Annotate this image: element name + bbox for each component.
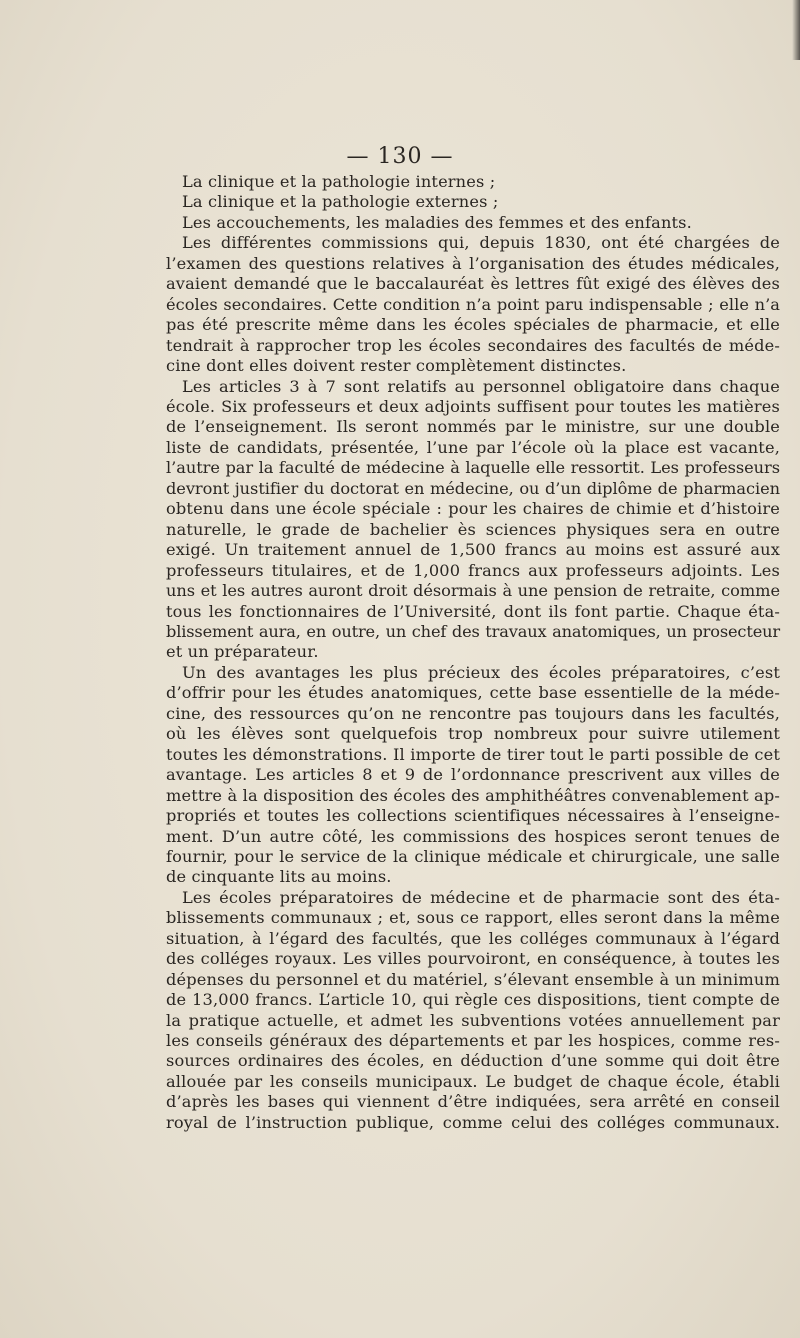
text-line: sources ordinaires des écoles, en déduction d’une somme qui doit être xyxy=(166,1051,780,1071)
text-line: Un des avantages les plus précieux des écoles préparatoires, c’est xyxy=(182,662,780,682)
text-line: l’examen des questions relatives à l’organisation des études médicales, xyxy=(166,253,780,273)
text-line: mettre à la disposition des écoles des amphithéâtres convenablement ap- xyxy=(166,785,780,805)
page-number: — 130 — xyxy=(346,144,454,169)
text-line: d’après les bases qui viennent d’être indiquées, sera arrêté en conseil xyxy=(166,1092,780,1112)
text-line: cine, des ressources qu’on ne rencontre pas toujours dans les facultés, xyxy=(166,703,780,723)
text-line: uns et les autres auront droit désormais à une pension de retraite, comme xyxy=(166,581,780,601)
text-line: tendrait à rapprocher trop les écoles secondaires des facultés de méde- xyxy=(166,335,780,355)
text-line: cine dont elles doivent rester complètement distinctes. xyxy=(166,356,627,376)
text-line: toutes les démonstrations. Il importe de tirer tout le parti possible de cet xyxy=(166,744,780,764)
text-line: ment. D’un autre côté, les commissions des hospices seront tenues de xyxy=(166,826,780,846)
text-line: de 13,000 francs. L’article 10, qui règle ces dispositions, tient compte de xyxy=(166,990,780,1010)
text-line: la pratique actuelle, et admet les subventions votées annuellement par xyxy=(166,1010,780,1030)
text-line: royal de l’instruction publique, comme celui des colléges communaux. xyxy=(166,1112,780,1132)
text-line: pas été prescrite même dans les écoles spéciales de pharmacie, et elle xyxy=(166,315,780,335)
text-line: situation, à l’égard des facultés, que les colléges communaux à l’égard xyxy=(166,928,780,948)
text-line: Les articles 3 à 7 sont relatifs au personnel obligatoire dans chaque xyxy=(182,376,780,396)
text-line: exigé. Un traitement annuel de 1,500 francs au moins est assuré aux xyxy=(166,540,780,560)
text-line: fournir, pour le service de la clinique médicale et chirurgicale, une salle xyxy=(166,846,780,866)
text-line: les conseils généraux des départements et par les hospices, comme res- xyxy=(166,1031,780,1051)
text-line: Les différentes commissions qui, depuis 1830, ont été chargées de xyxy=(182,233,780,253)
text-line: dépenses du personnel et du matériel, s’élevant ensemble à un minimum xyxy=(166,969,780,989)
text-line: tous les fonctionnaires de l’Université, dont ils font partie. Chaque éta- xyxy=(166,601,780,621)
text-line: de cinquante lits au moins. xyxy=(166,867,392,887)
page-edge-shadow xyxy=(792,0,800,60)
text-line: Les accouchements, les maladies des femmes et des enfants. xyxy=(182,212,692,232)
text-line: devront justifier du doctorat en médecine, ou d’un diplôme de pharmacien xyxy=(166,478,780,498)
text-line: liste de candidats, présentée, l’une par l’école où la place est vacante, xyxy=(166,437,780,457)
text-line: d’offrir pour les études anatomiques, cette base essentielle de la méde- xyxy=(166,683,780,703)
text-line: Les écoles préparatoires de médecine et de pharmacie sont des éta- xyxy=(182,887,780,907)
text-line: professeurs titulaires, et de 1,000 francs aux professeurs adjoints. Les xyxy=(166,560,780,580)
text-line: où les élèves sont quelquefois trop nombreux pour suivre utilement xyxy=(166,724,780,744)
body-text xyxy=(166,172,780,1133)
text-line: l’autre par la faculté de médecine à laquelle elle ressortit. Les professeurs xyxy=(166,458,780,478)
text-line: des colléges royaux. Les villes pourvoiront, en conséquence, à toutes les xyxy=(166,949,780,969)
text-line: de l’enseignement. Ils seront nommés par le ministre, sur une double xyxy=(166,417,780,437)
text-line: propriés et toutes les collections scientifiques nécessaires à l’enseigne- xyxy=(166,806,780,826)
text-line: naturelle, le grade de bachelier ès sciences physiques sera en outre xyxy=(166,519,780,539)
text-line: allouée par les conseils municipaux. Le budget de chaque école, établi xyxy=(166,1071,780,1091)
text-line: La clinique et la pathologie internes ; xyxy=(182,172,496,191)
text-line: obtenu dans une école spéciale : pour les chaires de chimie et d’histoire xyxy=(166,499,780,519)
text-line: blissement aura, en outre, un chef des travaux anatomiques, un prosecteur xyxy=(166,621,780,641)
text-line: et un préparateur. xyxy=(166,642,319,662)
text-line: école. Six professeurs et deux adjoints suffisent pour toutes les matières xyxy=(166,396,780,416)
text-line: La clinique et la pathologie externes ; xyxy=(182,192,499,212)
text-line: écoles secondaires. Cette condition n’a point paru indispensable ; elle n’a xyxy=(166,294,780,314)
text-line: blissements communaux ; et, sous ce rapport, elles seront dans la même xyxy=(166,908,780,928)
text-line: avantage. Les articles 8 et 9 de l’ordonnance prescrivent aux villes de xyxy=(166,765,780,785)
text-line: avaient demandé que le baccalauréat ès lettres fût exigé des élèves des xyxy=(166,274,780,294)
